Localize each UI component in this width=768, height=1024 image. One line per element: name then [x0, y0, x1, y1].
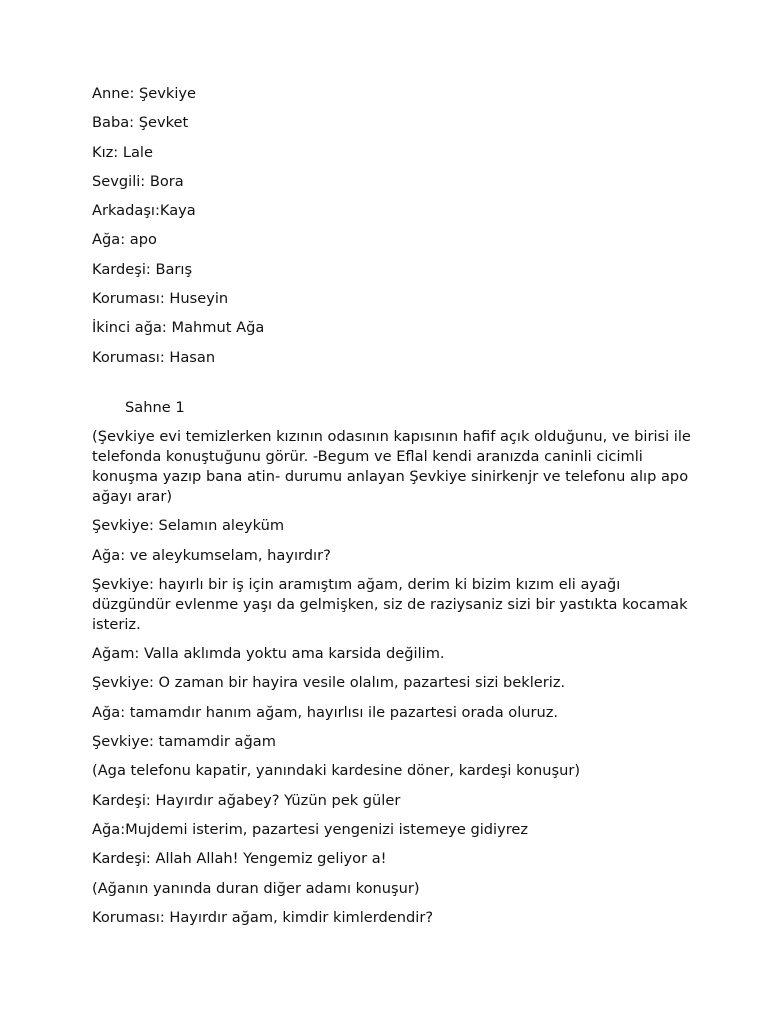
- cast-line: Koruması: Huseyin: [92, 290, 229, 308]
- cast-line: Anne: Şevkiye: [92, 85, 197, 102]
- scene-heading: Sahne 1: [125, 398, 185, 416]
- cast-line: Sevgili: Bora: [92, 172, 184, 190]
- cast-line: Koruması: Hasan: [92, 348, 216, 366]
- dialogue-line: Kardeşi: Hayırdır ağabey? Yüzün pek güler: [92, 791, 401, 809]
- cast-line: Kardeşi: Barış: [92, 260, 193, 278]
- dialogue-line: Ağa: tamamdır hanım ağam, hayırlısı ile pazartesi orada oluruz.: [92, 703, 559, 721]
- stage-direction: (Ağanın yanında duran diğer adamı konuşur): [92, 879, 420, 897]
- dialogue-line: Şevkiye: O zaman bir hayira vesile olalım, pazartesi sizi bekleriz.: [92, 674, 566, 692]
- document-page: [92, 84, 692, 937]
- dialogue-line: Kardeşi: Allah Allah! Yengemiz geliyor a!: [92, 850, 387, 868]
- dialogue-line: Ağa:Mujdemi isterim, pazartesi yengenizi istemeye gidiyrez: [92, 820, 529, 838]
- dialogue-line: Şevkiye: hayırlı bir iş için aramıştım ağam, derim ki bizim kızım eli ayağı düzgündür evlenme yaşı da gelmişken, siz de raziysaniz sizi bir yastıkta kocamak isteriz.: [92, 575, 688, 633]
- dialogue-line: Ağam: Valla aklımda yoktu ama karsida değilim.: [92, 645, 445, 663]
- cast-line: Arkadaşı:Kaya: [92, 202, 196, 220]
- cast-line: İkinci ağa: Mahmut Ağa: [92, 319, 265, 337]
- stage-direction: (Aga telefonu kapatir, yanındaki kardesine döner, kardeşi konuşur): [92, 762, 581, 780]
- cast-line: Ağa: apo: [92, 231, 157, 249]
- cast-line: Baba: Şevket: [92, 114, 189, 132]
- dialogue-line: Şevkiye: Selamın aleyküm: [92, 517, 285, 535]
- cast-line: Kız: Lale: [92, 143, 153, 161]
- dialogue-line: Şevkiye: tamamdir ağam: [92, 733, 276, 751]
- dialogue-line: Ağa: ve aleykumselam, hayırdır?: [92, 546, 331, 564]
- dialogue-line: Koruması: Hayırdır ağam, kimdir kimlerdendir?: [92, 908, 434, 926]
- stage-direction: (Şevkiye evi temizlerken kızının odasının kapısının hafif açık olduğunu, ve birisi ile telefonda konuştuğunu görür. -Begum ve Eflal kendi aranızda caninli cicimli konuşma yazıp bana atin- durumu anlayan Şevkiye sinirkenjr ve telefonu alıp apo ağayı arar): [92, 427, 691, 505]
